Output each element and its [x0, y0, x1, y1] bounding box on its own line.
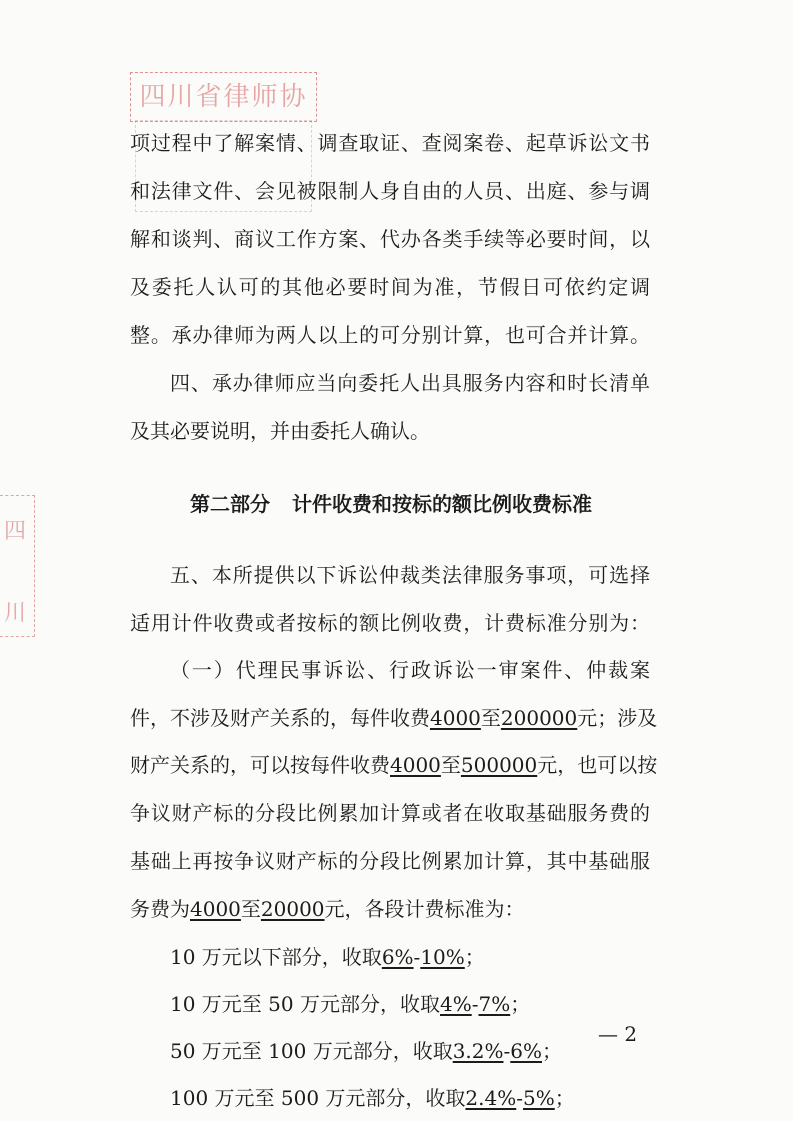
fee-tier	[170, 944, 650, 970]
fee-tier	[170, 1085, 650, 1111]
body-line: 项过程中了解案情、调查取证、查阅案卷、起草诉讼文书	[130, 131, 650, 155]
tier-rate-high: 7%	[478, 992, 511, 1016]
seal-stamp-top	[130, 72, 317, 122]
seal-side-char-1: 四	[4, 519, 27, 544]
tier-rate-high: 6%	[510, 1039, 543, 1063]
fee-max: 500000	[460, 753, 538, 777]
base-fee-max: 20000	[260, 897, 325, 921]
seal-stamp-side	[0, 495, 35, 637]
text-run: 至	[480, 706, 501, 730]
body-line	[130, 752, 658, 778]
tier-label: 10 万元以下部分，收取	[170, 945, 382, 969]
seal-stamp-top-text: 四川省律师协	[139, 82, 308, 112]
tier-rate-low: 2.4%	[465, 1086, 517, 1110]
section-title: 计件收费和按标的额比例收费标准	[292, 492, 592, 516]
text-run: 件，不涉及财产关系的，每件收费	[130, 706, 430, 730]
tier-end: ；	[464, 945, 485, 969]
body-line: 基础上再按争议财产标的分段比例累加计算，其中基础服	[130, 849, 650, 873]
tier-label: 100 万元至 500 万元部分，收取	[170, 1086, 466, 1110]
body-line: （一）代理民事诉讼、行政诉讼一审案件、仲裁案	[170, 658, 650, 682]
text-run: 元；涉及	[577, 706, 658, 730]
fee-tier	[170, 1038, 650, 1064]
body-line: 四、承办律师应当向委托人出具服务内容和时长清单	[170, 371, 650, 395]
tier-rate-high: 5%	[523, 1086, 555, 1110]
fee-max: 200000	[500, 706, 578, 730]
text-run: 财产关系的，可以按每件收费	[130, 753, 390, 777]
tier-rate-high: 10%	[420, 945, 465, 969]
body-line	[130, 705, 658, 731]
body-line	[130, 896, 650, 922]
body-line: 五、本所提供以下诉讼仲裁类法律服务事项，可选择	[170, 563, 650, 587]
base-fee-min: 4000	[190, 897, 241, 921]
section-heading	[190, 491, 620, 517]
body-line: 争议财产标的分段比例累加计算或者在收取基础服务费的	[130, 801, 650, 825]
page-number: — 2	[598, 1022, 638, 1046]
fee-tier	[170, 991, 650, 1017]
fee-min: 4000	[430, 706, 481, 730]
section-part: 第二部分	[190, 492, 270, 516]
text-run: 务费为	[130, 897, 190, 921]
tier-sep: -	[516, 1086, 523, 1110]
tier-rate-low: 4%	[439, 992, 472, 1016]
text-run: 至	[240, 897, 261, 921]
tier-rate-low: 3.2%	[452, 1039, 504, 1063]
tier-sep: -	[471, 992, 479, 1016]
tier-rate-low: 6%	[381, 945, 414, 969]
body-line: 解和谈判、商议工作方案、代办各类手续等必要时间，以	[130, 227, 650, 251]
body-line: 及其必要说明，并由委托人确认。	[130, 419, 430, 443]
text-run: 元，也可以按	[537, 753, 658, 777]
tier-label: 50 万元至 100 万元部分，收取	[170, 1039, 453, 1063]
text-run: 至	[440, 753, 461, 777]
fee-min: 4000	[390, 753, 441, 777]
body-line: 整。承办律师为两人以上的可分别计算，也可合并计算。	[130, 323, 650, 347]
tier-end: ；	[554, 1086, 575, 1110]
body-line: 和法律文件、会见被限制人身自由的人员、出庭、参与调	[130, 179, 650, 203]
body-line: 适用计件收费或者按标的额比例收费，计费标准分别为：	[130, 611, 650, 635]
body-line: 及委托人认可的其他必要时间为准，节假日可依约定调	[130, 275, 650, 299]
tier-sep: -	[503, 1039, 511, 1063]
text-run: 元，各段计费标准为：	[324, 897, 525, 921]
tier-sep: -	[413, 945, 421, 969]
seal-side-char-2: 川	[4, 601, 27, 626]
tier-end: ；	[510, 992, 531, 1016]
tier-label: 10 万元至 50 万元部分，收取	[170, 992, 440, 1016]
tier-end: ；	[542, 1039, 563, 1063]
